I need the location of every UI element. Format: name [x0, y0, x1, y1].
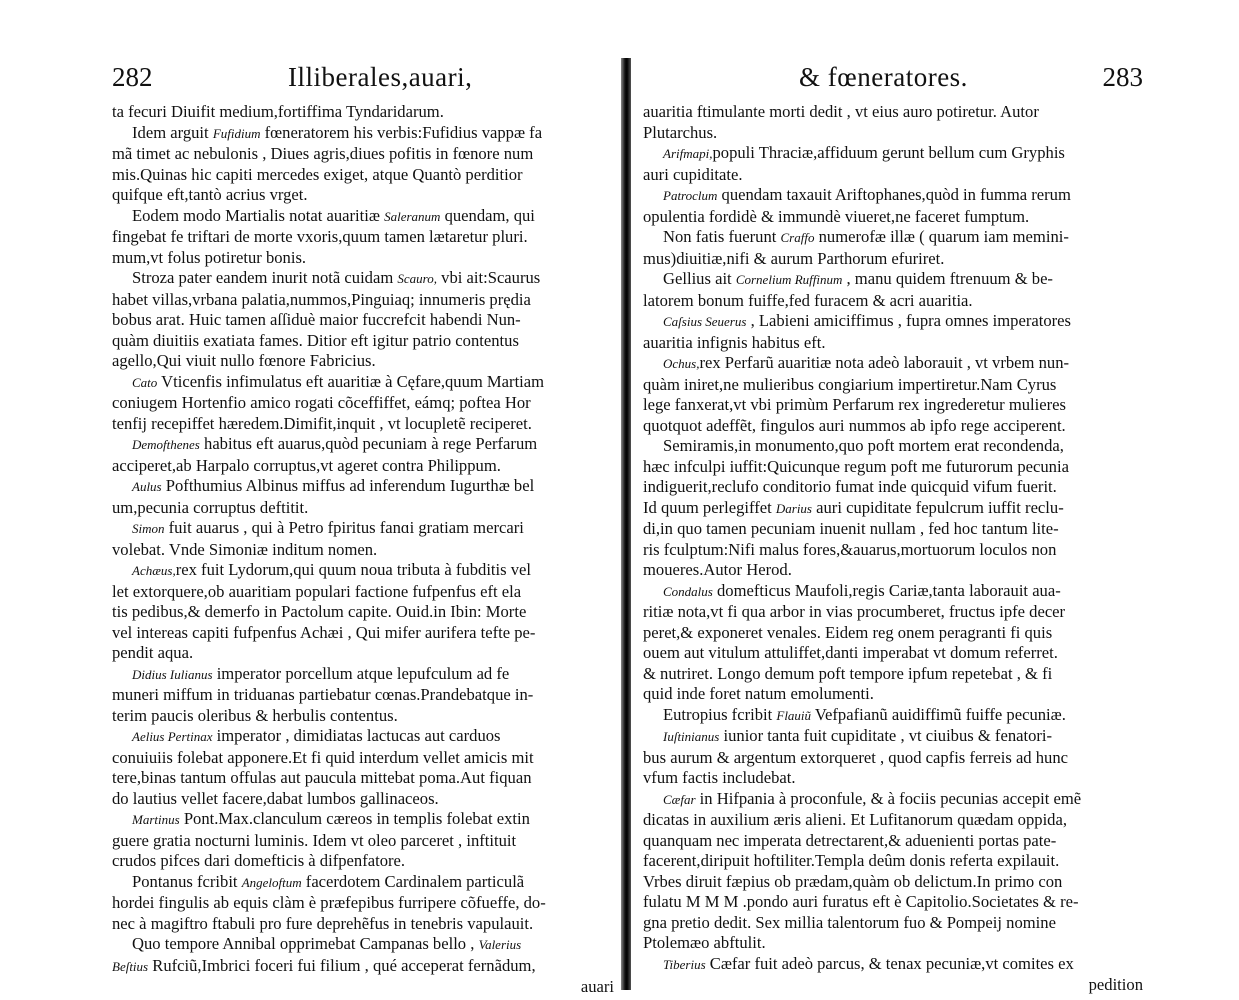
line-text: crudos pifces dari domefticis à difpenfatore. [112, 851, 406, 870]
line-text: quàm diuitiis exatiata fames. Ditior eft igitur patrio contentus [112, 330, 519, 350]
text-line [643, 227, 1143, 249]
italic-name: Saleranum [384, 208, 441, 224]
line-text: muneri miffum in triduanas partiebatur cœnas.Prandebatque in- [112, 685, 534, 704]
italic-name: Cæfar [663, 791, 696, 807]
line-text: fulatu M M M .pondo auri furatus eft è Capitolio.Societates & re- [643, 892, 1079, 911]
text-line [112, 185, 614, 206]
line-text: pendit aqua. [112, 643, 194, 662]
text-line [112, 331, 614, 352]
text-line [112, 977, 614, 998]
italic-name: Martinus [132, 812, 180, 827]
book-gutter [621, 58, 631, 990]
text-line [112, 851, 614, 872]
text-line [112, 102, 614, 123]
line-text: terim paucis oleribus & herbulis contentus. [112, 705, 398, 725]
text-line [643, 395, 1143, 416]
text-line [112, 372, 614, 394]
text-line [112, 789, 614, 810]
text-line [643, 123, 1143, 144]
line-text: conuiuiis folebat apponere.Et fi quid interdum vellet amicis mit [112, 747, 534, 767]
line-text: tis pedibus,& demerfo in Pactolum capite. Ouid.in Ibin: Morte [112, 602, 527, 621]
text-line [643, 851, 1143, 872]
text-line [643, 498, 1143, 520]
text-line [112, 123, 614, 145]
text-line [112, 914, 614, 935]
text-line [112, 706, 614, 727]
text-line [643, 768, 1143, 789]
italic-name: Flauiũ [776, 707, 812, 723]
text-line [112, 831, 614, 852]
line-text: quendam taxauit Ariftophanes,quòd in fumma rerum [717, 185, 1071, 204]
line-text: hæc infculpi iuffit:Quicunque regum poft me futurorum pecunia [643, 456, 1069, 476]
line-text: di,in quo tamen pecuniam inuenit nullam , fed hoc tantum lite- [643, 519, 1059, 538]
italic-name: Aulus [132, 479, 162, 494]
line-text: mus)diuitiæ,nifi & aurum Parthorum efuriret. [643, 248, 945, 268]
line-text: gna pretio dedit. Sex millia talentorum fuo & Pompeij nomine [643, 912, 1056, 932]
text-line [643, 892, 1143, 913]
text-line [112, 248, 614, 269]
line-text: volebat. Vnde Simoniæ inditum nomen. [112, 539, 378, 559]
text-line [643, 519, 1143, 540]
line-text: quotquot adeffẽt, fingulos auri nummos ab ipfo rege acciperent. [643, 415, 1066, 435]
text-line [112, 643, 614, 664]
running-head: Illiberales,auari, [288, 62, 473, 92]
italic-name: Fufidium [212, 125, 261, 141]
line-text: mã timet ac nebulonis , Diues agris,diues pofitis in fœnore num [112, 144, 534, 163]
italic-name: Didius Iulianus [132, 666, 213, 682]
running-head: & fœneratores. [799, 62, 968, 92]
text-line [112, 290, 614, 311]
text-line [112, 144, 614, 165]
right-page-header [643, 62, 1143, 102]
line-text: mum,vt folus potiretur bonis. [112, 247, 307, 267]
text-line [643, 684, 1143, 705]
text-line [643, 353, 1143, 375]
line-text: auari [580, 977, 614, 996]
line-text: Eutropius fcribit [663, 704, 777, 724]
italic-name: Valerius [478, 937, 522, 952]
line-text: ta fecuri Diuifit medium,fortiffima Tyndaridarum. [112, 102, 444, 121]
line-text: tenfij recepiffet hæredem.Dimifit,inquit , vt locupletẽ reciperet. [112, 413, 532, 433]
line-text: opulentia fordidè & immundè viueret,ne faceret fumptum. [643, 206, 1030, 226]
line-text: Eodem modo Martialis notat auaritiæ [132, 205, 385, 225]
line-text: habitus eft auarus,quòd pecuniam à rege Perfarum [199, 434, 538, 453]
text-line [112, 623, 614, 644]
line-text: vel intereas capiti fufpenfus Achæi , Qui mifer aurifera tefte pe- [112, 622, 536, 642]
text-line [643, 143, 1143, 165]
text-line [112, 393, 614, 414]
line-text: moueres.Autor Herod. [643, 560, 792, 579]
italic-name: Cato [132, 374, 158, 390]
text-line [643, 311, 1143, 333]
text-line [112, 560, 614, 582]
text-line [643, 705, 1143, 727]
line-text: Id quum perlegiffet [643, 497, 776, 517]
text-line [643, 185, 1143, 207]
text-line [112, 206, 614, 228]
line-text: Ptolemæo abftulit. [643, 933, 766, 952]
line-text: & nutriret. Longo demum poft tempore ipfum repetebat , & fi [643, 663, 1053, 683]
text-line [643, 664, 1143, 685]
line-text: imperator porcellum atque lepufculum ad fe [212, 663, 510, 683]
left-page-text [112, 102, 614, 998]
line-text: tere,binas tantum offulas aut paucula mittebat poma.Aut fiquan [112, 768, 532, 787]
line-text: auaritia ftimulante morti dedit , vt eius auro potiretur. Autor [643, 102, 1039, 121]
line-text: quanquam nec imperata detrectarent,& aduenienti portas pate- [643, 830, 1057, 850]
text-line [643, 643, 1143, 664]
line-text: auri cupiditate fepulcrum iuffit reclu- [812, 497, 1064, 517]
text-line [643, 436, 1143, 457]
line-text: nec à magiftro ftabuli pro fure deprehẽfus in tenebris vapulauit. [112, 913, 534, 933]
text-line [112, 872, 614, 894]
line-text: Stroza pater eandem inurit notã cuidam [132, 268, 398, 287]
italic-name: Beſtius [112, 958, 149, 974]
text-line [112, 414, 614, 435]
italic-name: Scauro, [397, 271, 438, 286]
line-text: Cæfar fuit adeò parcus, & tenax pecuniæ,vt comites ex [705, 953, 1074, 973]
italic-name: Craffo [780, 230, 815, 245]
text-line [643, 748, 1143, 769]
line-text: auri cupiditate. [643, 164, 743, 184]
italic-name: Darius [775, 500, 812, 516]
line-text: populi Thraciæ,affiduum gerunt bellum cum Gryphis [712, 143, 1065, 162]
text-line [112, 498, 614, 519]
italic-name: Patroclum [663, 188, 718, 203]
text-line [643, 477, 1143, 498]
line-text: Plutarchus. [643, 122, 718, 142]
italic-name: Iuſtinianus [663, 729, 720, 744]
text-line [112, 268, 614, 290]
text-line [643, 291, 1143, 312]
line-text: , manu quidem ftrenuum & be- [842, 269, 1053, 288]
text-line [643, 416, 1143, 437]
line-text: Rufciũ,Imbrici foceri fui filium , qué acceperat fernãdum, [148, 955, 536, 975]
text-line [643, 789, 1143, 811]
text-line [112, 476, 614, 498]
page-number: 282 [112, 62, 153, 92]
text-line [112, 582, 614, 603]
line-text: Pontanus fcribit [132, 871, 242, 891]
line-text: domefticus Maufoli,regis Cariæ,tanta laborauit aua- [712, 580, 1061, 600]
text-line [643, 457, 1143, 478]
line-text: Vticenfis infimulatus eft auaritiæ à Cęfare,quum Martiam [157, 371, 545, 391]
line-text: fœneratorem his verbis:Fufidius vappæ fa [260, 122, 543, 142]
italic-name: Ochus, [663, 356, 700, 371]
line-text: fingebat fe triftari de morte vxoris,quum tamen lætaretur pluri. [112, 227, 528, 246]
line-text: do lautius vellet facere,dabat lumbos gallinaceos. [112, 788, 439, 808]
line-text: ris fculptum:Nifi malus fores,&auarus,mortuorum loculos non [643, 539, 1057, 559]
italic-name: Angeloftum [241, 874, 302, 890]
text-line [643, 872, 1143, 893]
left-page-header [112, 62, 614, 102]
right-page-text [643, 102, 1143, 996]
line-text: in Hifpania à proconfule, & à fociis pecunias accepit emẽ [695, 788, 1082, 808]
text-line [112, 685, 614, 706]
line-text: Gellius ait [663, 269, 736, 288]
line-text: vbi ait:Scaurus [437, 268, 541, 287]
page-number: 283 [1102, 62, 1143, 92]
text-line [643, 165, 1143, 186]
text-line [643, 623, 1143, 644]
text-line [112, 602, 614, 623]
text-line [112, 768, 614, 789]
line-text: Vefpafianũ auidiffimũ fuiffe pecuniæ. [811, 704, 1066, 724]
line-text: quifque eft,tantò acrius vrget. [112, 185, 308, 204]
line-text: um,pecunia corruptus deftitit. [112, 497, 309, 517]
text-line [112, 227, 614, 248]
line-text: peret,& exponeret venales. Eidem reg onem peragranti fi quis [643, 622, 1053, 642]
line-text: bus aurum & argentum extorqueret , quod capfis ferreis ad hunc [643, 747, 1069, 767]
text-line [112, 893, 614, 914]
line-text: rex Perfarũ auaritiæ nota adeò laborauit , vt vrbem nun- [699, 353, 1070, 372]
line-text: agello,Qui viuit nullo fœnore Fabricius. [112, 351, 376, 370]
text-line [643, 602, 1143, 623]
line-text: hordei fingulis ab equis clàm è præfepibus furripere cõfueffe, do- [112, 893, 546, 912]
left-page [112, 62, 614, 998]
italic-name: Achæus, [132, 563, 176, 578]
line-text: ouem aut vitulum attuliffet,danti imperabat vt domum referret. [643, 643, 1058, 662]
text-line [643, 831, 1143, 852]
text-line [112, 434, 614, 456]
line-text: Pofthumius Albinus miffus ad inferendum Iugurthæ bel [161, 476, 535, 495]
line-text: rex fuit Lydorum,qui quum noua tributa à fubditis vel [175, 560, 532, 579]
line-text: bobus arat. Huic tamen aſſiduè maior fuccrefcit habendi Nun- [112, 310, 521, 329]
text-line [112, 934, 614, 956]
line-text: coniugem Hortenfio amico rogati cõceffiffet, eámq; poftea Hor [112, 393, 531, 412]
text-line [643, 560, 1143, 581]
text-line [112, 726, 614, 748]
line-text: let extorquere,ob auaritiam populari factione fufpenfus eft ela [112, 581, 522, 601]
line-text: Vrbes diruit fæpius ob prædam,quàm ob delictum.In primo con [643, 871, 1063, 891]
line-text: lege fanxerat,vt vbi primùm Perfarum rex ingrederetur mulieres [643, 395, 1066, 414]
line-text: indiguerit,reclufo conditorio fumat inde quicquid vifum fuerit. [643, 477, 1057, 496]
text-line [643, 207, 1143, 228]
text-line [112, 809, 614, 831]
line-text: Non fatis fuerunt [663, 227, 781, 246]
text-line [112, 540, 614, 561]
text-line [643, 581, 1143, 603]
line-text: Semiramis,in monumento,quo poft mortem erat recondenda, [663, 436, 1064, 455]
line-text: facerent,diripuit hoftiliter.Templa deûm donis referta expilauit. [643, 851, 1060, 870]
italic-name: Arifmapi, [663, 146, 713, 161]
line-text: iunior tanta fuit cupiditate , vt ciuibus & fenatori- [719, 726, 1053, 745]
text-line [112, 664, 614, 686]
text-line [112, 165, 614, 186]
text-line [112, 748, 614, 769]
italic-name: Simon [132, 521, 165, 536]
text-line [643, 810, 1143, 831]
text-line [112, 351, 614, 372]
text-line [643, 954, 1143, 976]
italic-name: Condalus [663, 583, 713, 599]
line-text: quàm iniret,ne mulieribus congiarium impertiretur.Nam Cyrus [643, 374, 1057, 394]
line-text: mis.Quinas hic capiti mercedes exiget, atque Quantò perditior [112, 164, 523, 184]
text-line [643, 913, 1143, 934]
right-page [643, 62, 1143, 996]
line-text: Idem arguit [132, 122, 213, 142]
text-line [112, 456, 614, 477]
line-text: fuit auarus , qui à Petro fpiritus fanɑi gratiam mercari [164, 518, 524, 537]
line-text: Pont.Max.clanculum cæreos in templis folebat extin [179, 809, 530, 828]
italic-name: Cornelium Ruffinum [735, 272, 843, 287]
text-line [643, 975, 1143, 996]
italic-name: Aelius Pertinax [132, 729, 213, 744]
text-line [112, 518, 614, 540]
line-text: Quo tempore Annibal opprimebat Campanas bello , [132, 934, 479, 953]
text-line [112, 310, 614, 331]
text-line [643, 269, 1143, 291]
italic-name: Tiberius [663, 956, 706, 972]
line-text: guere gratia nocturni luminis. Idem vt oleo parceret , inftituit [112, 830, 517, 850]
line-text: imperator , dimidiatas lactucas aut carduos [212, 726, 501, 745]
text-line [643, 933, 1143, 954]
italic-name: Demofthenes [132, 437, 200, 452]
text-line [643, 726, 1143, 748]
line-text: quendam, qui [440, 205, 535, 225]
text-line [643, 333, 1143, 354]
italic-name: Caſsius Seuerus [663, 314, 747, 329]
line-text: numerofæ illæ ( quarum iam memini- [814, 227, 1069, 246]
line-text: latorem bonum fuiffe,fed furacem & acri auaritia. [643, 290, 973, 310]
line-text: dicatas in auxilium æris alieni. Et Lufitanorum quædam oppida, [643, 810, 1067, 829]
text-line [112, 956, 614, 978]
line-text: auaritia infignis habitus eft. [643, 332, 826, 352]
line-text: habet villas,vrbana palatia,nummos,Pinguiaq; innumeris prędia [112, 289, 531, 309]
line-text: , Labieni amiciffimus , fupra omnes imperatores [746, 311, 1071, 330]
text-line [643, 249, 1143, 270]
text-line [643, 540, 1143, 561]
line-text: quid inde foret natum emolumenti. [643, 684, 874, 703]
text-line [643, 375, 1143, 396]
line-text: pedition [1088, 975, 1143, 994]
line-text: acciperet,ab Harpalo corruptus,vt ageret contra Philippum. [112, 455, 501, 475]
line-text: ritiæ nota,vt fi qua arbor in vias procumberet, fructus ipfe decer [643, 602, 1066, 621]
line-text: facerdotem Cardinalem particulã [301, 871, 525, 891]
text-line [643, 102, 1143, 123]
line-text: vfum factis includebat. [643, 768, 796, 787]
